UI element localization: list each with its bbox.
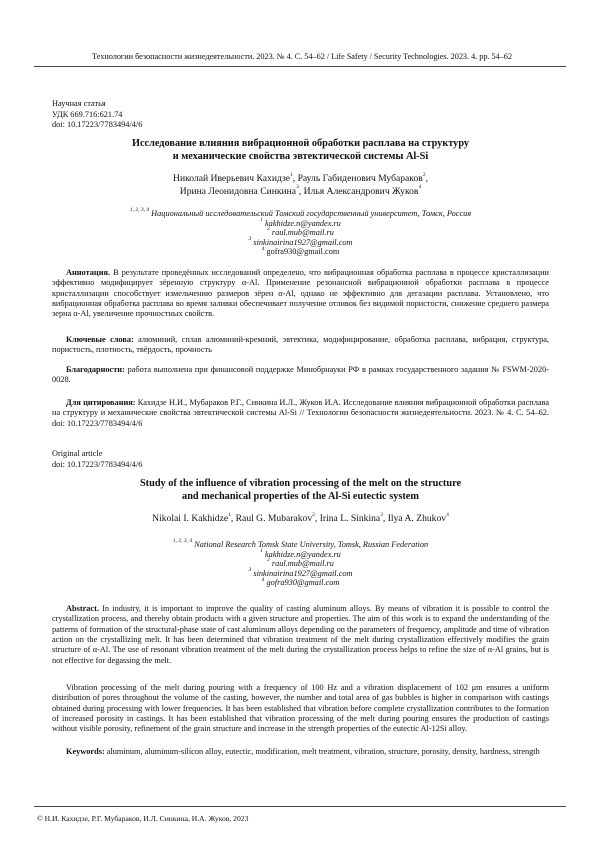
en-keywords-label: Keywords: <box>66 747 105 756</box>
ru-keywords-label: Ключевые слова: <box>66 335 134 344</box>
ru-abstract-label: Аннотация. <box>66 268 111 277</box>
en-author-name: Ilya A. Zhukov <box>387 513 447 524</box>
ru-author-name: Илья Александрович Жуков <box>303 185 419 197</box>
ru-abstract <box>52 268 549 320</box>
en-author-sup: 3 <box>380 511 383 518</box>
en-abstract-text: In industry, it is important to improve the quality of casting aluminum alloys. By means of vibration it is possible to control the crystallization process, and thereby obtain products with a given structure and properties. The aim of this work is to expand the understanding of the patterns of formation of the structural-phase state of cast aluminum alloys depending on the parameters of frequency, amplitude and time of vibration action on the crystallizing melt. It has been determined that vibration treatment of the melt during crystallization effectively modifies the grain structure of α-Al. The use of resonant vibration treatment of the melt during the crystallization process helps to refine the size of α-Al grains, but is not effective for degassing the melt. <box>52 604 549 665</box>
en-abstract-label: Abstract. <box>66 604 99 613</box>
en-author-name: Nikolai I. Kakhidze <box>152 513 229 524</box>
ru-keywords-text: алюминий, сплав алюминий-кремний, эвтектика, модифицирование, обработка расплава, вибрация, структура, пористость, плотность, твёрдость, прочность <box>52 335 549 355</box>
en-author-sup: 1 <box>228 511 231 518</box>
en-affiliation: $^{1, 2, 3, 4}$ National Research Tomsk State University, Tomsk, Russian Federation $^1$ kakhidze.n@yandex.ru $^2$ raul.mub@mail.ru $^3$ sinkinairina1927@gmail.com $^4$ gofra930@gmail.com <box>172 538 429 588</box>
ru-title-line-1: Исследование влияния вибрационной обработки расплава на структуру <box>131 138 470 149</box>
en-email: gofra930@gmail.com <box>266 578 340 588</box>
ru-ack-label: Благодарности: <box>66 365 125 374</box>
ru-affiliation: $^{1, 2, 3, 4}$ Национальный исследовательский Томский государственный университет, Томск, Россия $^1$ kakhidze.n@yandex.ru $^2$ raul.mub@mail.ru $^3$ sinkinairina1927@gmail.com $^4$ gofra930@gmail.com <box>129 207 472 257</box>
en-email: raul.mub@mail.ru <box>271 559 334 569</box>
ru-author-sup: 2 <box>422 171 426 178</box>
ru-abstract-text: В результате проведённых исследований определено, что вибрационная обработка расплава в процессе кристаллизации эффективно модифицирует зёренную структуру α-Al. Применение резонансной вибрационной обработки расплава в процессе кристаллизации способствует измельчению размеров зёрен α-Al, однако не эффективно для дегазации расплава. Установлено, что вибрационная обработка расплава во время заливки обеспечивает получение отливок без видимой пористости, снижение среднего размера зерна α-Al, увеличение прочностных свойств. <box>52 268 549 319</box>
en-abstract <box>52 604 549 666</box>
ru-article-type: Научная статья <box>52 99 106 108</box>
en-doi: doi: 10.17223/7783494/4/6 <box>52 459 143 469</box>
ru-keywords <box>52 335 549 356</box>
ru-author-sup: 1 <box>290 171 293 178</box>
ru-title <box>52 138 549 163</box>
ru-cite-text: Кахидзе Н.И., Мубараков Р.Г., Синкина И.Л., Жуков И.А. Исследование влияния вибрационной обработки расплава на структуру и механические свойства эвтектической системы Al-Si // Технологии безопасности жизнедеятельности. 2023. № 4. С. 54–62. doi: 10.17223/7783494/4/6 <box>52 398 550 428</box>
en-keywords <box>52 747 549 757</box>
ru-affil-name: Национальный исследовательский Томский государственный университет, Томск, Россия <box>151 209 472 218</box>
en-author-sup: 2 <box>312 511 315 518</box>
en-abstract-continued <box>52 683 549 735</box>
ru-author-name: Ирина Леонидовна Синкина <box>179 185 297 197</box>
ru-email: sinkinairina1927@gmail.com <box>253 237 353 247</box>
en-affil-sup: 1, 2, 3, 4 <box>172 538 193 545</box>
ru-authors-line-2: Ирина Леонидовна Синкина$^3$, Илья Александрович Жуков$^4$ <box>179 184 422 197</box>
journal-header: Технологии безопасности жизнедеятельности. 2023. № 4. С. 54–62 / Life Safety / Security Technologies. 2023. 4. pp. 54–62 <box>92 52 512 61</box>
ru-email: gofra930@gmail.com <box>266 247 340 257</box>
en-meta <box>52 449 549 470</box>
header-rule <box>34 66 566 67</box>
ru-udc: УДК 669.716:621.74 <box>52 109 123 119</box>
en-title-line-2: and mechanical properties of the Al-Si eutectic system <box>182 490 419 502</box>
ru-author-name: Рауль Габиденович Мубараков <box>297 173 423 184</box>
en-author-name: Irina L. Sinkina <box>319 513 381 524</box>
en-title <box>52 478 549 503</box>
en-abstract-text-2: Vibration processing of the melt during pouring with a frequency of 100 Hz and a vibration displacement of 102 μm ensures a uniform distribution of pores throughout the volume of the casting, however, the number and total area of gas bubbles is higher in comparison with castings obtained during processing with lower frequencies. It has been established that vibration before complete crystallization contributes to the formation of increased porosity in castings. It has been established that vibration processing of the melt during pouring ensures the production of castings without visible porosity, refinement of the grain structure and increase in the strength properties of the eutectic Al-12Si alloy. <box>52 683 549 734</box>
ru-author-sup: 3 <box>296 184 299 191</box>
en-title-line-1: Study of the influence of vibration processing of the melt on the structure <box>139 478 462 489</box>
en-keywords-text: aluminum, aluminum-silicon alloy, eutectic, modification, melt treatment, vibration, structure, porosity, density, hardness, strength <box>106 747 540 756</box>
ru-authors <box>52 173 549 198</box>
en-author-name: Raul G. Mubarakov <box>235 513 313 524</box>
ru-acknowledgments <box>52 365 549 386</box>
ru-author-sup: 4 <box>418 184 422 191</box>
ru-author-name: Николай Иверьевич Кахидзе <box>173 173 291 184</box>
ru-meta <box>52 99 549 131</box>
ru-email: raul.mub@mail.ru <box>271 228 334 238</box>
en-email: kakhidze.n@yandex.ru <box>265 549 341 559</box>
ru-citation <box>52 398 549 429</box>
ru-title-line-2: и механические свойства эвтектической системы Al-Si <box>172 150 429 162</box>
ru-doi: doi: 10.17223/7783494/4/6 <box>52 120 143 129</box>
ru-authors-line-1: Николай Иверьевич Кахидзе$^1$, Рауль Габиденович Мубараков$^2$, <box>173 171 428 184</box>
ru-email: kakhidze.n@yandex.ru <box>265 218 341 228</box>
footer-rule <box>34 806 566 807</box>
en-email: sinkinairina1927@gmail.com <box>253 568 353 578</box>
en-authors: Nikolai I. Kakhidze$^1$, Raul G. Mubarakov$^2$, Irina L. Sinkina$^3$, Ilya A. Zhukov$^4$ <box>152 511 449 524</box>
en-author-sup: 4 <box>446 511 449 518</box>
ru-affil-sup: 1, 2, 3, 4 <box>129 207 150 214</box>
ru-cite-label: Для цитирования: <box>66 398 136 407</box>
copyright-notice: © Н.И. Кахидзе, Р.Г. Мубараков, И.Л. Синкина, И.А. Жуков, 2023 <box>37 814 249 823</box>
en-affil-name: National Research Tomsk State University, Tomsk, Russian Federation <box>194 540 429 549</box>
ru-ack-text: работа выполнена при финансовой поддержке Минобрнауки РФ в рамках государственного задания № FSWM-2020-0028. <box>52 365 550 385</box>
en-article-type: Original article <box>52 449 103 458</box>
